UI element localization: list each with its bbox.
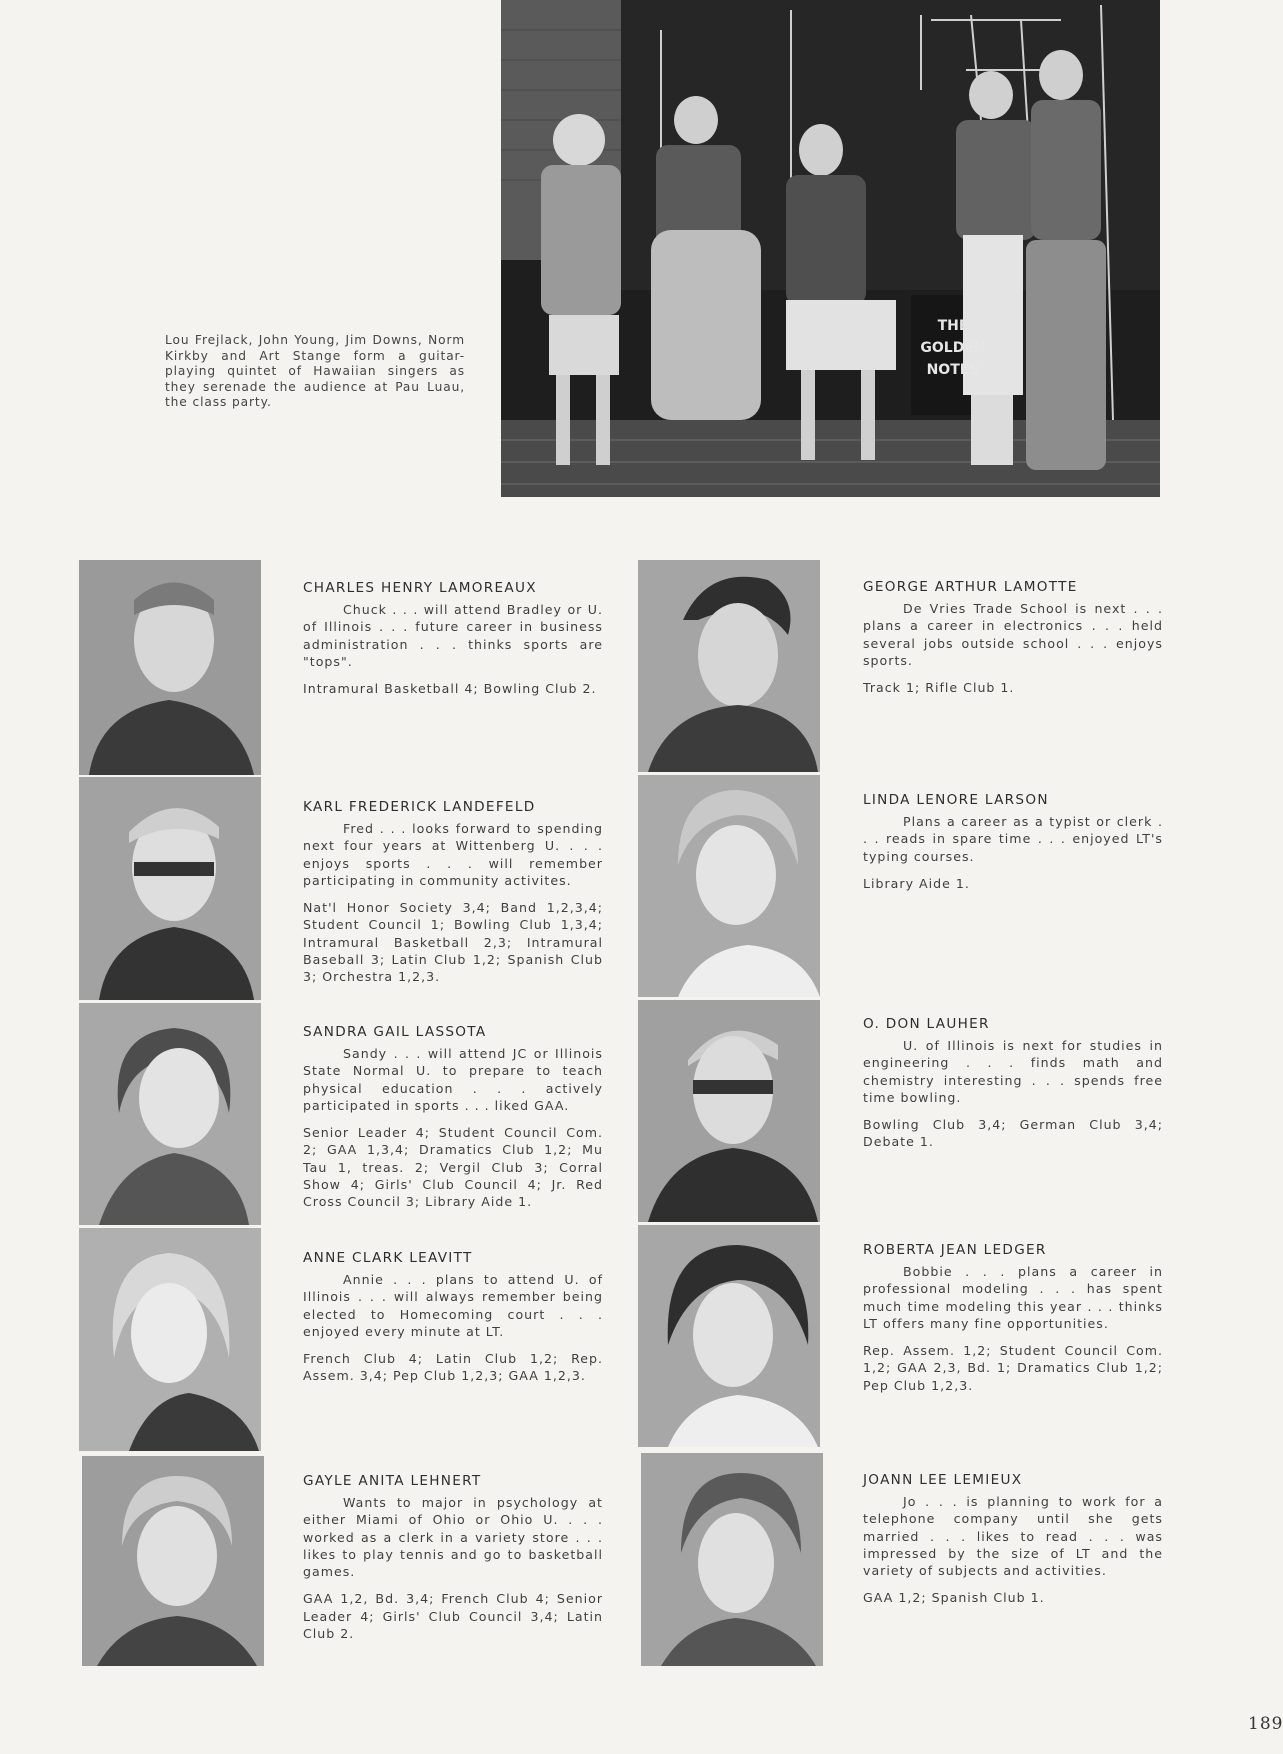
student-description: Fred . . . looks forward to spending next four years at Wittenberg U. . . . enjoys sports . . . will remember participating in community activites.	[303, 821, 603, 888]
student-activities: Nat'l Honor Society 3,4; Band 1,2,3,4; Student Council 1; Bowling Club 1,3,4; Intramural Basketball 2,3; Intramural Baseball 3; Latin Club 1,2; Spanish Club 3; Orchestra 1,2,3.	[303, 900, 603, 985]
student-activities: French Club 4; Latin Club 1,2; Rep. Assem. 3,4; Pep Club 1,2,3; GAA 1,2,3.	[303, 1351, 603, 1384]
portrait-lamotte	[638, 560, 820, 772]
portrait-leavitt	[79, 1228, 261, 1451]
student-name: SANDRA GAIL LASSOTA	[303, 1024, 487, 1040]
student-activities: GAA 1,2, Bd. 3,4; French Club 4; Senior Leader 4; Girls' Club Council 3,4; Latin Club 2.	[303, 1591, 603, 1642]
bio-lamoreaux	[303, 580, 603, 697]
portrait-lamoreaux	[79, 560, 261, 775]
student-description: Chuck . . . will attend Bradley or U. of Illinois . . . future career in business administration . . . thinks sports are "tops".	[303, 602, 603, 669]
bio-landefeld	[303, 799, 603, 986]
student-name: ROBERTA JEAN LEDGER	[863, 1242, 1047, 1258]
bio-leavitt	[303, 1250, 603, 1385]
student-name: JOANN LEE LEMIEUX	[863, 1472, 1023, 1488]
sign-line-2: GOLDEN	[920, 340, 986, 356]
bio-ledger	[863, 1242, 1163, 1394]
student-activities: GAA 1,2; Spanish Club 1.	[863, 1590, 1045, 1606]
bio-larson	[863, 792, 1163, 892]
portrait-lemieux	[641, 1453, 823, 1666]
sign-line-3: NOTES	[926, 362, 980, 378]
student-name: GAYLE ANITA LEHNERT	[303, 1473, 482, 1489]
student-name: LINDA LENORE LARSON	[863, 792, 1049, 808]
photo-caption: Lou Frejlack, John Young, Jim Downs, Norm Kirkby and Art Stange form a guitar-playing quintet of Hawaiian singers as they serenade the audience at Pau Luau, the class party.	[165, 333, 465, 410]
portrait-lauher	[638, 1000, 820, 1222]
student-activities: Library Aide 1.	[863, 875, 970, 891]
student-name: GEORGE ARTHUR LAMOTTE	[863, 579, 1078, 595]
stage-photo	[501, 0, 1160, 497]
portrait-lehnert	[82, 1456, 264, 1666]
student-name: O. DON LAUHER	[863, 1016, 990, 1032]
student-description: Jo . . . is planning to work for a telephone company until she gets married . . . likes to read . . . was impressed by the size of LT and the variety of subjects and activities.	[863, 1494, 1163, 1579]
student-name: CHARLES HENRY LAMOREAUX	[303, 580, 537, 596]
student-activities: Senior Leader 4; Student Council Com. 2; GAA 1,3,4; Dramatics Club 1,2; Mu Tau 1, treas. 2; Vergil Club 3; Corral Show 4; Girls' Club Council 4; Jr. Red Cross Council 3; Library Aide 1.	[303, 1125, 603, 1210]
bio-lamotte	[863, 579, 1163, 696]
bio-lassota	[303, 1024, 603, 1211]
bio-lehnert	[303, 1473, 603, 1642]
student-name: KARL FREDERICK LANDEFELD	[303, 799, 536, 815]
student-activities: Bowling Club 3,4; German Club 3,4; Debate 1.	[863, 1117, 1163, 1150]
student-description: Bobbie . . . plans a career in professional modeling . . . has spent much time modeling this year . . . thinks LT offers many fine opportunities.	[863, 1264, 1163, 1331]
portrait-larson	[638, 775, 820, 997]
student-description: Annie . . . plans to attend U. of Illinois . . . will always remember being elected to Homecoming court . . . enjoyed every minute at LT.	[303, 1272, 603, 1339]
bio-lauher	[863, 1016, 1163, 1151]
page-number: 189	[1248, 1714, 1283, 1734]
portrait-ledger	[638, 1225, 820, 1447]
sign-line-1: THE	[937, 318, 969, 334]
student-description: Sandy . . . will attend JC or Illinois State Normal U. to prepare to teach physical education . . . actively participated in sports . . . liked GAA.	[303, 1046, 603, 1113]
bio-lemieux	[863, 1472, 1163, 1607]
student-activities: Intramural Basketball 4; Bowling Club 2.	[303, 681, 597, 697]
student-description: Wants to major in psychology at either Miami of Ohio or Ohio U. . . . worked as a clerk in a variety store . . . likes to play tennis and go to basketball games.	[303, 1495, 603, 1580]
portrait-landefeld	[79, 777, 261, 1000]
student-activities: Rep. Assem. 1,2; Student Council Com. 1,2; GAA 2,3, Bd. 1; Dramatics Club 1,2; Pep Club 1,2,3.	[863, 1343, 1163, 1393]
student-description: Plans a career as a typist or clerk . . . reads in spare time . . . enjoyed LT's typing courses.	[863, 814, 1163, 864]
student-description: De Vries Trade School is next . . . plans a career in electronics . . . held several jobs outside school . . . enjoys sports.	[863, 601, 1163, 668]
student-description: U. of Illinois is next for studies in engineering . . . finds math and chemistry interesting . . . spends free time bowling.	[863, 1038, 1163, 1105]
student-name: ANNE CLARK LEAVITT	[303, 1250, 473, 1266]
student-activities: Track 1; Rifle Club 1.	[863, 680, 1015, 696]
portrait-lassota	[79, 1003, 261, 1225]
